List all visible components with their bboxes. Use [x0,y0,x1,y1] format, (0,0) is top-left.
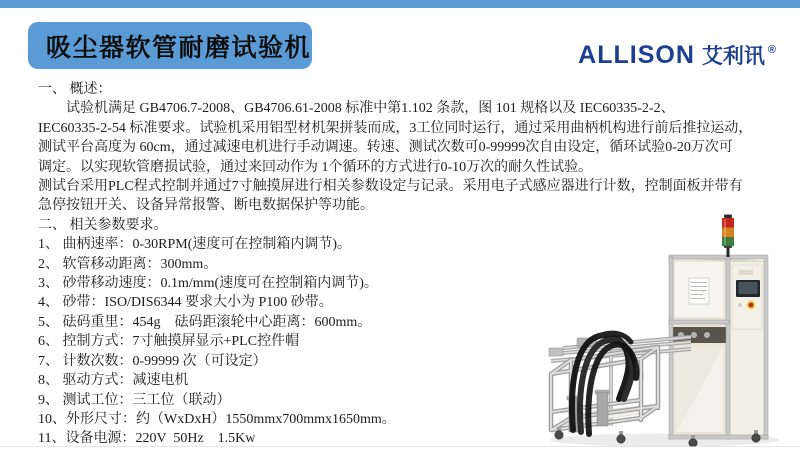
overview-paragraph: 试验机满足 GB4706.7-2008、GB4706.61-2008 标准中第1.102 条款，图 101 规格以及 IEC60335-2-2、 [38,101,675,117]
tower-light-green [722,237,734,246]
touchscreen-panel [732,265,762,329]
spec-item-abrasive-belt: 4、 砂带：ISO/DIS6344 要求大小为 P100 砂带。 [38,295,333,311]
page-title: 吸尘器软管耐磨试验机 [46,34,312,62]
spec-item-hose-distance: 2、 软管移动距离：300mm。 [38,256,218,272]
spec-item-dimensions: 10、外形尺寸：约（WxDxH）1550mmx700mmx1650mm。 [38,411,396,427]
overview-paragraph: 测试平台高度为 60cm，通过减速电机进行手动调速。转速、测试次数可0-99999次自由设定，循环试验0-20万次可 [38,140,733,156]
overview-paragraph: 调定。以实现软管磨损试验，通过来回动作为 1个循环的方式进行0-10万次的耐久性试验。 [38,159,593,175]
spec-item-drive-mode: 8、 驱动方式：减速电机 [38,373,189,389]
tower-light-red [722,218,734,228]
registered-trademark-icon: ® [767,44,776,56]
spec-item-power-supply: 11、设备电源：220V 50Hz 1.5Kw [38,431,256,447]
spec-item-control-mode: 6、 控制方式：7寸触摸屏显示+PLC控件帽 [38,334,300,350]
brand-logo-chinese: 艾利讯 [701,44,765,68]
overview-paragraph: 急停按钮开关、设备异常报警、断电数据保护等功能。 [38,198,374,214]
brand-logo-text: ALLISON [578,41,695,69]
top-border-bar [0,0,800,8]
overview-paragraph: IEC60335-2-54 标准要求。试验机采用铝型材机架拼装而成，3工位同时运行，通过采用曲柄机构进行前后推拉运动， [38,120,753,136]
parameters-heading: 二、 相关参数要求。 [38,217,168,233]
brand-logo [578,40,776,70]
machine-photo [543,202,793,447]
spec-item-weight: 5、 砝码重里：454g 砝码距滚轮中心距离：600mm。 [38,314,372,330]
spec-item-count-range: 7、 计数次数：0-99999 次（可设定） [38,353,267,369]
title-banner [28,22,312,69]
signal-tower-light [722,215,734,258]
overview-heading: 一、 概述： [38,82,112,97]
page-bottom-divider [0,446,800,447]
spec-item-crank-speed: 1、 曲柄速率：0-30RPM(速度可在控制箱内调节)。 [38,237,352,253]
spec-item-stations: 9、 测试工位：三工位（联动） [38,392,231,408]
tower-light-orange [722,228,734,238]
overview-paragraph: 测试台采用PLC程式控制并通过7寸触摸屏进行相关参数设定与记录。采用电子式感应器进行计数，控制面板并带有 [38,179,743,195]
spec-item-belt-speed: 3、 砂带移动速度：0.1m/mm(速度可在控制箱内调节)。 [38,276,378,292]
